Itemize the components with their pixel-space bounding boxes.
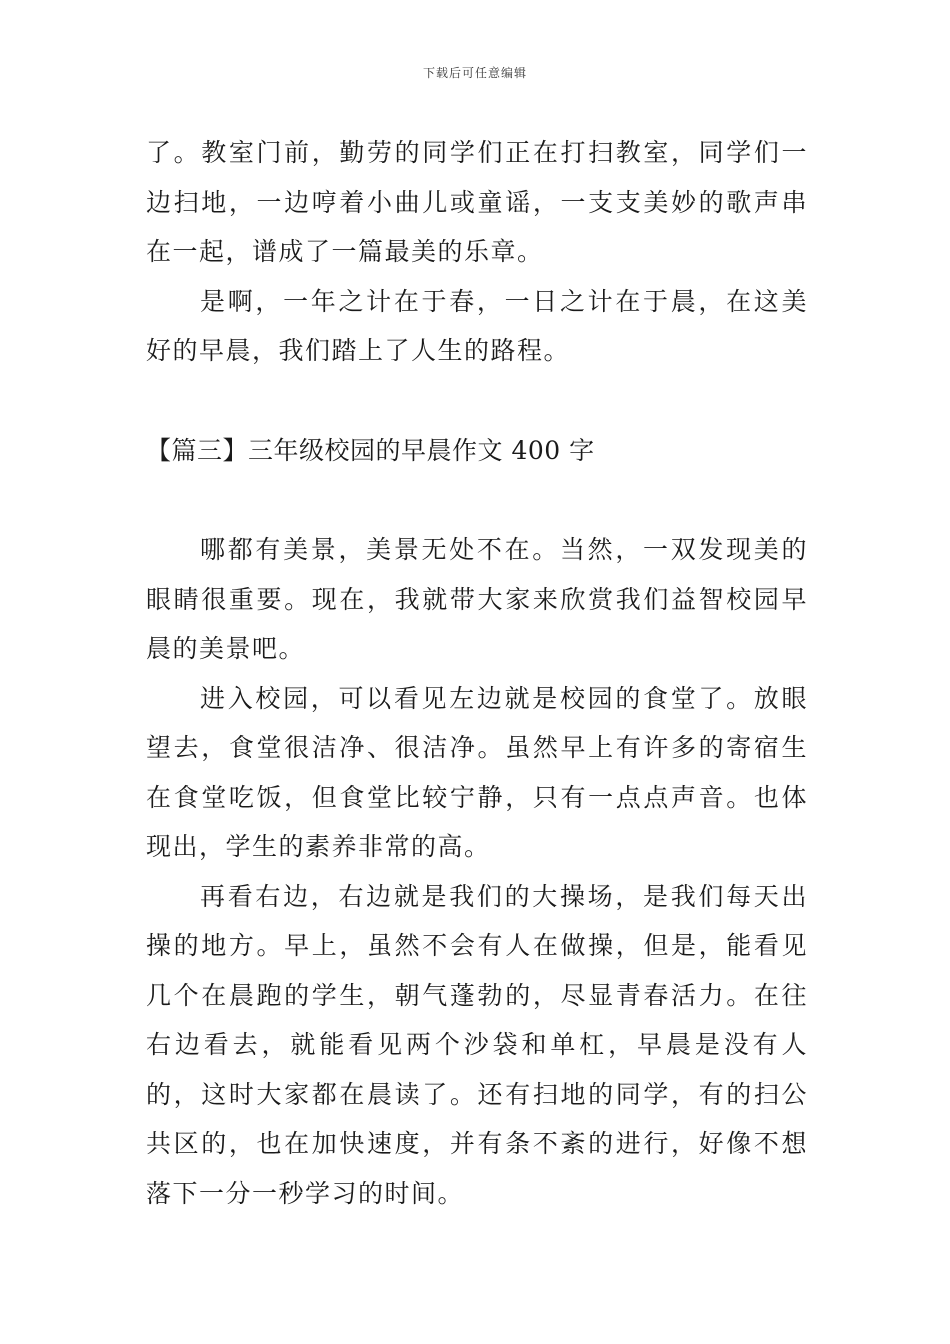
section-title: 【篇三】三年级校园的早晨作文 400 字 (146, 435, 595, 465)
paragraph-1: 哪都有美景，美景无处不在。当然，一双发现美的眼睛很重要。现在，我就带大家来欣赏我们益智校园早晨的美景吧。 (146, 535, 808, 663)
page-header: 下载后可任意编辑 (422, 66, 527, 80)
paragraph-continuation: 了。教室门前，勤劳的同学们正在打扫教室，同学们一边扫地，一边哼着小曲儿或童谣，一支支美妙的歌声串在一起，谱成了一篇最美的乐章。 (146, 138, 808, 266)
paragraph-closing: 是啊，一年之计在于春，一日之计在于晨，在这美好的早晨，我们踏上了人生的路程。 (146, 286, 808, 365)
paragraph-3: 再看右边，右边就是我们的大操场，是我们每天出操的地方。早上，虽然不会有人在做操，但是，能看见几个在晨跑的学生，朝气蓬勃的，尽显青春活力。在往右边看去，就能看见两个沙袋和单杠，早晨是没有人的，这时大家都在晨读了。还有扫地的同学，有的扫公共区的，也在加快速度，并有条不紊的进行，好像不想落下一分一秒学习的时间。 (146, 881, 808, 1208)
paragraph-2: 进入校园，可以看见左边就是校园的食堂了。放眼望去，食堂很洁净、很洁净。虽然早上有许多的寄宿生在食堂吃饭，但食堂比较宁静，只有一点点声音。也体现出，学生的素养非常的高。 (146, 683, 808, 861)
document-body (146, 128, 808, 1218)
